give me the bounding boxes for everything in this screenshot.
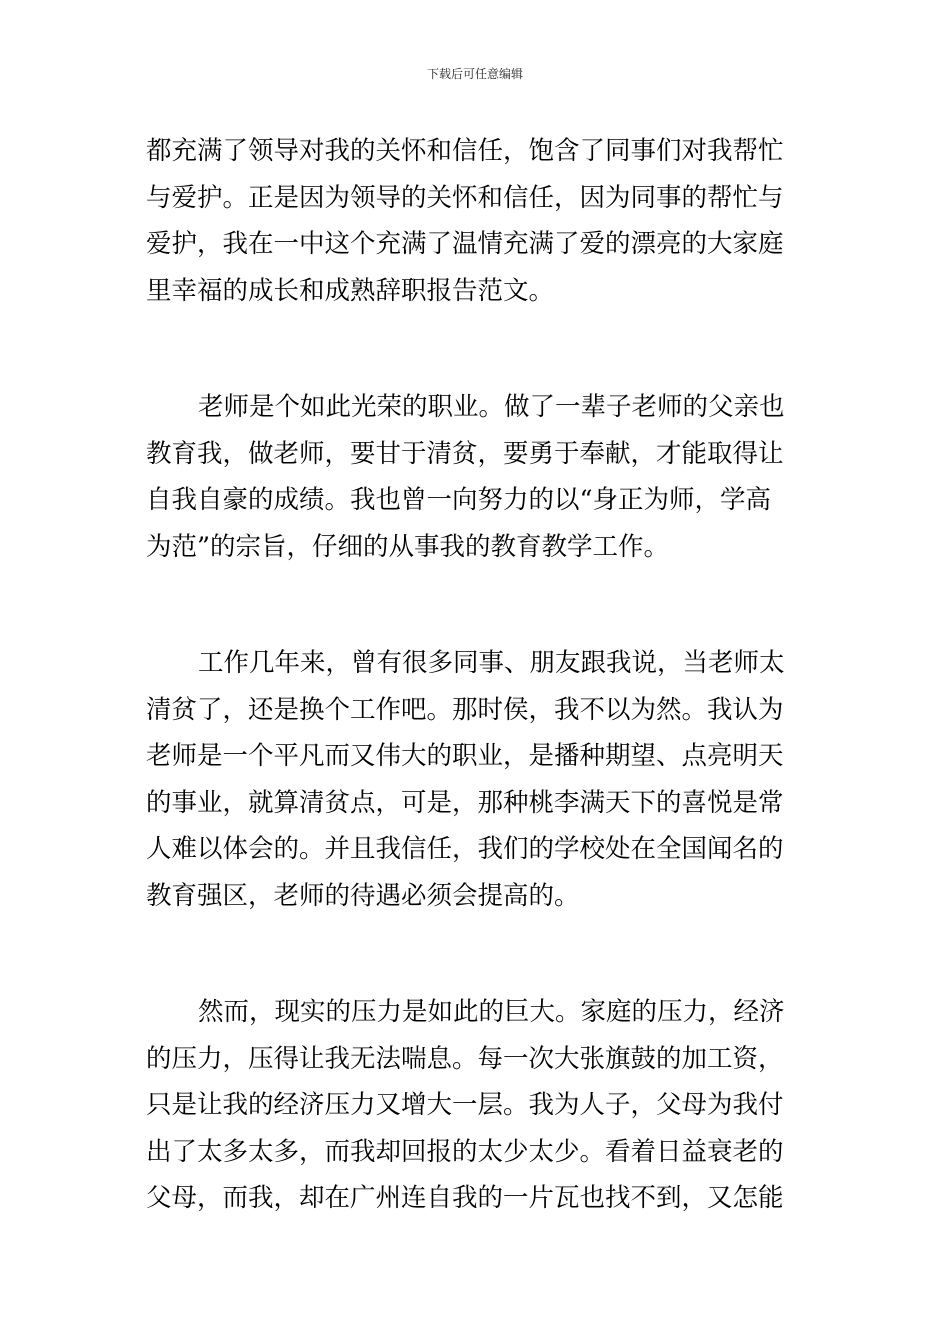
text-line: 出了太多太多，而我却回报的太少太少。看着日益衰老的 bbox=[146, 1136, 784, 1167]
text-line: 教育我，做老师，要甘于清贫，要勇于奉献，才能取得让 bbox=[146, 438, 784, 469]
text-line: 为范”的宗旨，仔细的从事我的教育教学工作。 bbox=[146, 531, 670, 562]
paragraph bbox=[146, 128, 806, 314]
text-line: 工作几年来，曾有很多同事、朋友跟我说，当老师太 bbox=[198, 648, 785, 678]
text-line: 然而，现实的压力是如此的巨大。家庭的压力，经济 bbox=[198, 997, 785, 1027]
paragraph bbox=[146, 640, 806, 919]
text-line: 里幸福的成长和成熟辞职报告范文。 bbox=[146, 275, 555, 306]
paragraph-spacer bbox=[146, 919, 806, 989]
document-body bbox=[146, 128, 806, 1222]
text-line: 父母，而我，却在广州连自我的一片瓦也找不到，又怎能 bbox=[146, 1183, 784, 1213]
paragraph-spacer bbox=[146, 314, 806, 384]
text-line: 教育强区，老师的待遇必须会提高的。 bbox=[146, 880, 580, 911]
text-line: 的事业，就算清贫点，可是，那种桃李满天下的喜悦是常 bbox=[146, 787, 784, 818]
text-line: 老师是一个平凡而又伟大的职业，是播种期望、点亮明天 bbox=[146, 741, 784, 771]
text-line: 的压力，压得让我无法喘息。每一次大张旗鼓的加工资， bbox=[146, 1043, 784, 1074]
text-line: 与爱护。正是因为领导的关怀和信任，因为同事的帮忙与 bbox=[146, 182, 784, 213]
text-line: 清贫了，还是换个工作吧。那时侯，我不以为然。我认为 bbox=[146, 694, 784, 725]
text-line: 只是让我的经济压力又增大一层。我为人子，父母为我付 bbox=[146, 1090, 784, 1120]
paragraph bbox=[146, 384, 806, 570]
text-line: 老师是个如此光荣的职业。做了一辈子老师的父亲也 bbox=[198, 392, 785, 422]
text-line: 都充满了领导对我的关怀和信任，饱含了同事们对我帮忙 bbox=[146, 136, 784, 166]
paragraph-spacer bbox=[146, 570, 806, 640]
text-line: 人难以体会的。并且我信任，我们的学校处在全国闻名的 bbox=[146, 834, 784, 864]
text-line: 自我自豪的成绩。我也曾一向努力的以“身正为师，学高 bbox=[146, 485, 772, 515]
text-line: 爱护，我在一中这个充满了温情充满了爱的漂亮的大家庭 bbox=[146, 229, 784, 259]
page-header-note: 下载后可任意编辑 bbox=[426, 67, 523, 81]
paragraph bbox=[146, 989, 806, 1222]
